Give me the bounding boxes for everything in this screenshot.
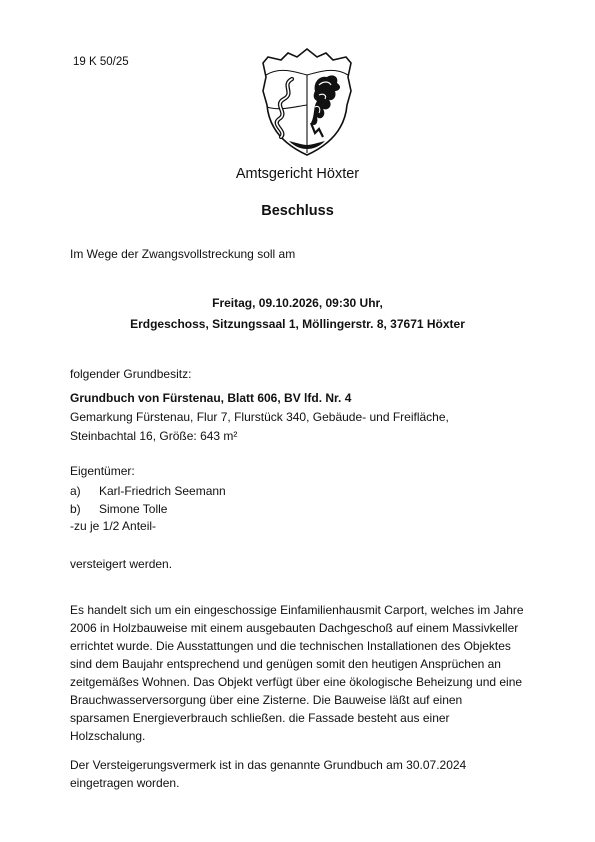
intro-text: Im Wege der Zwangsvollstreckung soll am xyxy=(70,247,296,261)
owner-name: Karl-Friedrich Seemann xyxy=(99,484,226,498)
owners-heading: Eigentümer: xyxy=(70,464,135,478)
auction-statement: versteigert werden. xyxy=(70,557,173,571)
document-title: Beschluss xyxy=(261,203,334,219)
description-line: sind dem Baujahr entsprechend und genügen somit den heutigen Ansprüchen an xyxy=(70,657,501,671)
description-line: errichtet wurde. Die Ausstattungen und die technischen Installationen des Objektes xyxy=(70,639,511,653)
description-line: Brauchwasserversorgung über eine Zisterne. Die Bauweise läßt auf einen xyxy=(70,693,463,707)
description-line: 2006 in Holzbauweise mit einem ausgebauten Dachgeschoß auf einem Massivkeller xyxy=(70,621,519,635)
description-line: Es handelt sich um ein eingeschossige Einfamilienhausmit Carport, welches im Jahre xyxy=(70,603,524,617)
registration-note xyxy=(70,756,530,792)
coat-of-arms-icon xyxy=(259,45,355,157)
description-line: Holzschalung. xyxy=(70,729,146,743)
property-intro: folgender Grundbesitz: xyxy=(70,367,192,381)
court-name: Amtsgericht Höxter xyxy=(235,166,360,182)
property-description xyxy=(70,601,530,745)
owner-name: Simone Tolle xyxy=(99,502,168,516)
description-line: sparsamen Energieverbrauch schließen. die Fassade besteht aus einer xyxy=(70,711,450,725)
case-number: 19 K 50/25 xyxy=(73,56,129,68)
appointment-date-time: Freitag, 09.10.2026, 09:30 Uhr, xyxy=(212,296,383,310)
property-address: Steinbachtal 16, Größe: 643 m² xyxy=(70,429,238,443)
ownership-share: -zu je 1/2 Anteil- xyxy=(70,519,157,533)
owner-letter: b) xyxy=(70,502,81,516)
owner-letter: a) xyxy=(70,484,81,498)
appointment-location: Erdgeschoss, Sitzungssaal 1, Möllingerstr. 8, 37671 Höxter xyxy=(130,317,465,331)
registration-line: Der Versteigerungsvermerk ist in das genannte Grundbuch am 30.07.2024 xyxy=(70,758,467,772)
parcel-description: Gemarkung Fürstenau, Flur 7, Flurstück 340, Gebäude- und Freifläche, xyxy=(70,410,449,424)
registration-line: eingetragen worden. xyxy=(70,776,180,790)
land-register-entry: Grundbuch von Fürstenau, Blatt 606, BV lfd. Nr. 4 xyxy=(70,391,352,405)
description-line: zeitgemäßes Wohnen. Das Objekt verfügt über eine ökologische Beheizung und eine xyxy=(70,675,523,689)
